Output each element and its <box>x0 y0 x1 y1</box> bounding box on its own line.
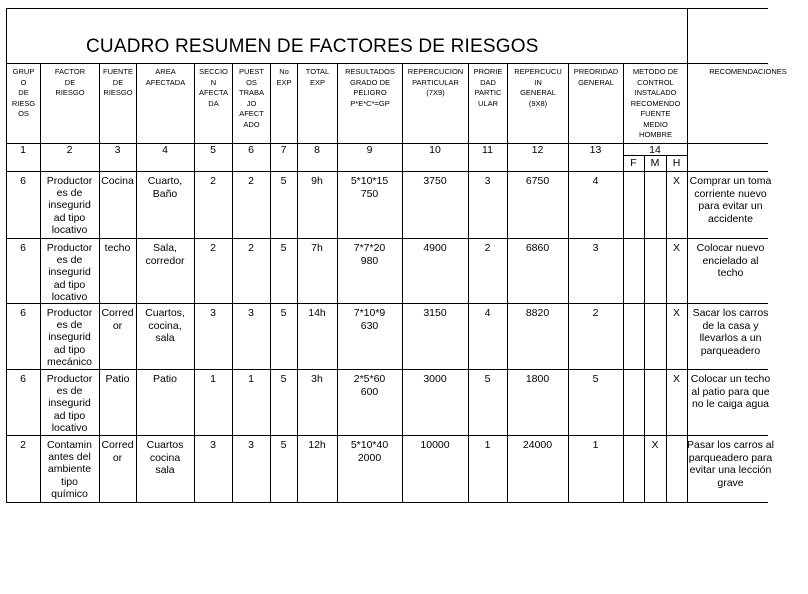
total-exp-cell: 12h <box>308 439 326 451</box>
row-line <box>6 502 768 503</box>
prioridad-particular-cell: 3 <box>484 175 491 187</box>
prioridad-general-cell: 2 <box>592 307 599 319</box>
puestos-cell: 3 <box>248 307 254 319</box>
header-top-line <box>6 63 768 64</box>
column-line <box>194 63 195 502</box>
area-cell: Cuartos cocina sala <box>146 439 184 476</box>
control-mark-h: X <box>672 242 680 254</box>
rep-general-cell: 24000 <box>522 439 553 451</box>
column-number: 9 <box>366 144 373 156</box>
puestos-cell: 1 <box>248 373 254 385</box>
page-title: CUADRO RESUMEN DE FACTORES DE RIESGOS <box>86 36 539 57</box>
column-number: 10 <box>429 144 441 156</box>
grupo-cell: 6 <box>20 307 26 319</box>
column-number: 8 <box>314 144 320 156</box>
column-header: REPERCUCION PARTICULAR (7X9) <box>407 67 464 97</box>
column-number: 4 <box>162 144 168 156</box>
prioridad-particular-cell: 2 <box>484 242 491 254</box>
resultado-cell: 7*10*9 630 <box>353 307 386 332</box>
table-border-top <box>6 8 768 9</box>
column-header: FACTOR DE RIESGO <box>54 67 86 97</box>
control-subheader-h: H <box>672 157 681 169</box>
column-header: TOTAL EXP <box>305 67 330 87</box>
prioridad-particular-cell: 1 <box>484 439 491 451</box>
no-exp-cell: 5 <box>280 242 287 254</box>
column-number: 5 <box>210 144 216 156</box>
fuente-cell: techo <box>104 242 131 254</box>
grupo-cell: 6 <box>20 175 26 187</box>
column-line <box>337 63 338 502</box>
fuente-cell: Patio <box>105 373 130 385</box>
prioridad-particular-cell: 4 <box>484 307 491 319</box>
no-exp-cell: 5 <box>280 175 287 187</box>
control-subheader-m: M <box>650 157 660 169</box>
column-number: 11 <box>482 144 493 156</box>
column-number: 12 <box>531 144 544 156</box>
column-header: PUEST OS TRABA JO AFECT ADO <box>238 67 264 129</box>
column-header: No EXP <box>276 67 292 87</box>
total-exp-cell: 9h <box>311 175 323 187</box>
recommendation-cell: Pasar los carros al parqueadero para evitar una lección grave <box>687 439 774 489</box>
fuente-cell: Corred or <box>101 439 134 464</box>
column-line <box>402 63 403 502</box>
recommendation-cell: Colocar un techo al patio para que no le caiga agua <box>690 373 771 410</box>
fuente-cell: Corred or <box>101 307 134 332</box>
column-header: PRORIE DAD PARTIC ULAR <box>473 67 503 108</box>
column-number: 7 <box>280 144 287 156</box>
column-line <box>568 63 569 502</box>
column-line <box>507 63 508 502</box>
area-cell: Sala, corredor <box>145 242 185 267</box>
grupo-cell: 6 <box>20 242 26 254</box>
rep-particular-cell: 3750 <box>423 175 447 187</box>
row-line <box>6 369 768 370</box>
puestos-cell: 3 <box>248 439 254 451</box>
column-line <box>468 63 469 502</box>
column-number: 6 <box>248 144 254 156</box>
seccion-cell: 2 <box>210 242 216 254</box>
puestos-cell: 2 <box>248 242 254 254</box>
prioridad-general-cell: 5 <box>592 373 599 385</box>
puestos-cell: 2 <box>248 175 254 187</box>
column-header: PREORIDAD GENERAL <box>573 67 619 87</box>
rep-particular-cell: 10000 <box>420 439 450 451</box>
seccion-cell: 3 <box>210 439 216 451</box>
area-cell: Cuartos, cocina, sala <box>145 307 185 344</box>
rep-general-cell: 6860 <box>525 242 550 254</box>
recommendation-cell: Colocar nuevo encielado al techo <box>696 242 765 279</box>
column-line <box>270 63 271 502</box>
column-number: 3 <box>114 144 121 156</box>
area-cell: Cuarto, Baño <box>147 175 183 200</box>
seccion-cell: 3 <box>210 307 216 319</box>
column-line <box>297 63 298 502</box>
factor-cell: Productor es de insegurid ad tipo locativo <box>46 373 93 434</box>
row-line <box>6 238 768 239</box>
rep-particular-cell: 3000 <box>423 373 447 385</box>
prioridad-general-cell: 4 <box>592 175 599 187</box>
no-exp-cell: 5 <box>280 307 287 319</box>
fuente-cell: Cocina <box>101 175 134 187</box>
control-subcolumn-line <box>666 155 667 502</box>
column-number: 1 <box>20 144 26 156</box>
total-exp-cell: 7h <box>311 242 323 254</box>
total-exp-cell: 3h <box>311 373 323 385</box>
control-subheader-f: F <box>630 157 637 169</box>
column-line <box>99 63 100 502</box>
column-number: 13 <box>589 144 602 156</box>
no-exp-cell: 5 <box>280 439 287 451</box>
factor-cell: Productor es de insegurid ad tipo mecánico <box>46 307 93 368</box>
column-line <box>136 63 137 502</box>
grupo-cell: 2 <box>20 439 26 451</box>
total-exp-cell: 14h <box>308 307 326 319</box>
prioridad-general-cell: 3 <box>592 242 599 254</box>
recommendation-cell: Comprar un toma corriente nuevo para evitar un accidente <box>689 175 772 225</box>
row-line <box>6 435 768 436</box>
prioridad-general-cell: 1 <box>592 439 599 451</box>
control-mark-h: X <box>672 307 680 319</box>
recommendation-cell: Sacar los carros de la casa y llevarlos a un parqueadero <box>692 307 769 357</box>
column-header: REPERCUCU IN GENERAL (9X8) <box>514 67 562 108</box>
no-exp-cell: 5 <box>280 373 287 385</box>
row-line <box>6 303 768 304</box>
column-header: METODO DE CONTROL INSTALADO RECOMENDO FUENTE MEDIO HOMBRE <box>630 67 681 139</box>
factor-cell: Contamin antes del ambiente tipo químico <box>47 439 92 500</box>
column-header: FUENTE DE RIESGO <box>103 67 133 97</box>
recommendations-header: RECOMENDACIONES <box>709 67 787 76</box>
seccion-cell: 1 <box>210 373 216 385</box>
control-mark-m: X <box>651 439 659 451</box>
resultado-cell: 7*7*20 980 <box>353 242 386 267</box>
rep-particular-cell: 4900 <box>423 242 447 254</box>
column-number: 14 <box>649 144 661 156</box>
rep-particular-cell: 3150 <box>423 307 447 319</box>
resultado-cell: 5*10*15 750 <box>350 175 389 200</box>
rep-general-cell: 8820 <box>525 307 550 319</box>
resultado-cell: 5*10*40 2000 <box>350 439 389 464</box>
factor-cell: Productor es de insegurid ad tipo locativo <box>46 175 93 236</box>
column-header: AREA AFECTADA <box>145 67 186 87</box>
column-header: GRUP O DE RIESG OS <box>11 67 36 118</box>
factor-cell: Productor es de insegurid ad tipo locativo <box>46 242 93 303</box>
control-mark-h: X <box>672 175 680 187</box>
area-cell: Patio <box>153 373 177 385</box>
column-header: SECCIO N AFECTA DA <box>198 67 229 108</box>
control-mark-h: X <box>672 373 680 385</box>
column-number-bottom-line <box>6 171 768 172</box>
prioridad-particular-cell: 5 <box>484 373 491 385</box>
column-number: 2 <box>66 144 73 156</box>
rep-general-cell: 1800 <box>525 373 550 385</box>
seccion-cell: 2 <box>210 175 216 187</box>
resultado-cell: 2*5*60 600 <box>353 373 386 398</box>
rep-general-cell: 6750 <box>525 175 550 187</box>
column-header: RESULTADOS GRADO DE PELIGRO P*E*C*=GP <box>345 67 395 108</box>
grupo-cell: 6 <box>20 373 26 385</box>
